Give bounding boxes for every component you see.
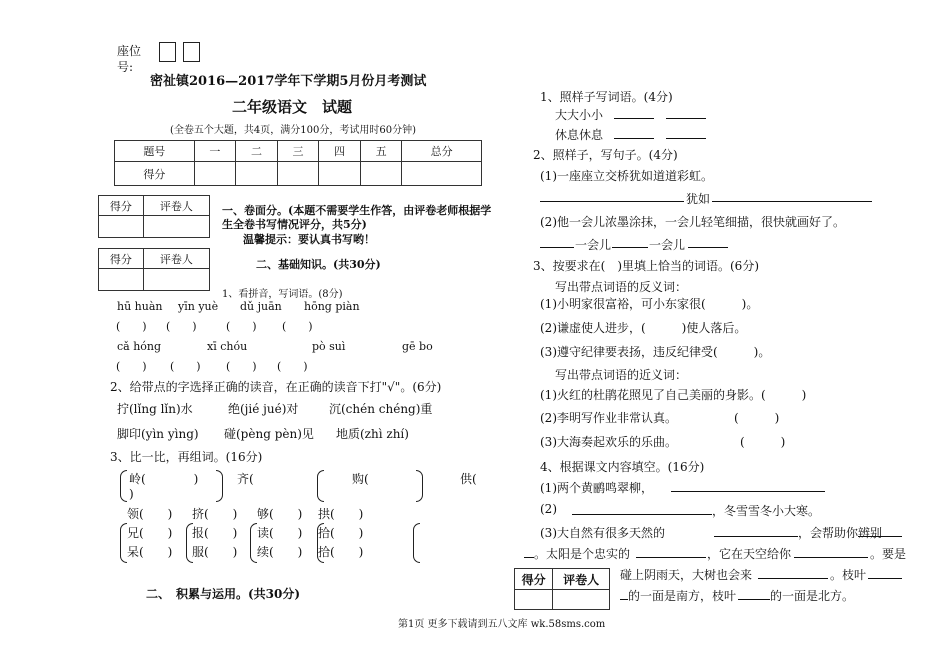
score-cell[interactable] (402, 162, 482, 186)
r-q4-b: (2) (540, 502, 557, 516)
answer-paren[interactable]: ( ) (226, 320, 257, 333)
grader-score-cell[interactable] (515, 590, 553, 610)
r-q3-f: (3)大海奏起欢乐的乐曲。 (540, 435, 677, 449)
seat-box-2[interactable] (183, 42, 200, 62)
section2-title: 二、基础知识。(共30分) (256, 258, 381, 271)
score-header: 题号 (115, 141, 195, 162)
section1-title-2: 生全卷书写情况评分，共5分) (222, 218, 367, 231)
r-q4-c2: ，会帮助你辨别 (798, 526, 883, 540)
r-q3-sub1: 写出带点词语的反义词： (555, 280, 688, 294)
brace (416, 470, 423, 502)
grader-name-cell[interactable] (143, 269, 209, 291)
r-q1: 1、照样子写词语。(4分) (540, 90, 673, 104)
answer-line[interactable] (572, 504, 712, 515)
compare-word: 购( (352, 472, 369, 486)
answer-line[interactable] (614, 128, 654, 139)
r-q1-ex2: 休息休息 (555, 128, 604, 142)
answer-line[interactable] (540, 237, 574, 248)
answer-line[interactable] (712, 190, 872, 202)
grader-name-cell[interactable] (553, 590, 610, 610)
compare-word: 报( ) (192, 526, 238, 540)
section-accumulation-title: 二、 积累与运用。(共30分) (146, 587, 301, 601)
compare-word: 兄( ) (127, 526, 173, 540)
answer-paren[interactable]: ( ) (734, 411, 780, 425)
answer-line[interactable] (714, 526, 798, 537)
compare-word: 呆( ) (127, 545, 173, 559)
answer-paren[interactable]: ( ) (277, 360, 308, 373)
answer-line[interactable] (671, 481, 825, 492)
r-q4-b2: ，冬雪雪冬小大寒。 (712, 504, 821, 518)
r-q3-e: (2)李明写作业非常认真。 (540, 411, 677, 425)
r-q3: 3、按要求在( )里填上恰当的词语。(6分) (533, 259, 759, 273)
compare-word: 齐( (237, 472, 254, 486)
r-q3-d: (1)火红的杜鹃花照见了自己美丽的身影。( ) (540, 388, 807, 402)
exam-subtitle: 二年级语文 试题 (232, 98, 353, 116)
answer-line[interactable] (794, 547, 868, 558)
answer-paren[interactable]: ( ) (116, 360, 147, 373)
answer-line[interactable] (614, 108, 654, 119)
r-q2: 2、照样子，写句子。(4分) (533, 148, 678, 162)
r-q4-d3: 。要是 (870, 547, 907, 561)
answer-paren[interactable]: ( ) (282, 320, 313, 333)
r-q3-sub2: 写出带点词语的近义词： (555, 368, 688, 382)
answer-line[interactable] (540, 190, 684, 202)
reading-item: 碰(pèng pèn)见 (224, 427, 314, 441)
r-q3-a: (1)小明家很富裕，可小东家很( )。 (540, 297, 759, 311)
pinyin: xī chóu (207, 340, 248, 353)
score-cell[interactable] (277, 162, 319, 186)
compare-word: 供( (460, 472, 477, 486)
compare-word: 拾( ) (318, 526, 364, 540)
score-cell[interactable] (194, 162, 236, 186)
score-header: 三 (277, 141, 319, 162)
exam-title: 密祉镇2016—2017学年下学期5月份月考测试 (150, 74, 427, 89)
r-q2-like: 犹如 (686, 192, 711, 206)
r-q4-d1: 。太阳是个忠实的 (534, 547, 631, 561)
score-header: 一 (194, 141, 236, 162)
grader-box-1 (98, 195, 210, 238)
score-header: 五 (360, 141, 402, 162)
grader-name-label: 评卷人 (553, 569, 610, 590)
score-header: 四 (319, 141, 361, 162)
r-q2-s2: (2)他一会儿浓墨涂抹，一会儿轻笔细描，很快就画好了。 (540, 215, 846, 229)
grader-score-cell[interactable] (99, 216, 144, 238)
answer-line[interactable] (612, 237, 648, 248)
compare-word: 够( ) (257, 507, 303, 521)
compare-word: 岭( ) (129, 472, 199, 486)
reading-item: 绝(jié jué)对 (228, 402, 299, 416)
score-header: 二 (236, 141, 278, 162)
seat-label: 座位 (117, 44, 142, 58)
r-q4-e1: 碰上阴雨天，大树也会来 (620, 568, 753, 582)
grader-name-label: 评卷人 (143, 249, 209, 269)
brace (216, 470, 223, 502)
r-q2-yihuier: 一会儿 (649, 238, 686, 252)
compare-paren: ) (129, 487, 134, 501)
s2-q2: 2、给带点的字选择正确的读音，在正确的读音下打"√"。(6分) (110, 380, 442, 394)
reading-item: 沉(chén chéng)重 (329, 402, 433, 416)
score-cell[interactable] (319, 162, 361, 186)
seat-box-1[interactable] (159, 42, 176, 62)
compare-word: 服( ) (192, 545, 238, 559)
compare-word: 续( ) (257, 545, 303, 559)
compare-word: 挤( ) (192, 507, 238, 521)
pinyin: yīn yuè (178, 300, 219, 313)
r-q4-c: (3)大自然有很多天然的 (540, 526, 665, 540)
brace (120, 523, 127, 563)
reading-item: 拧(lǐng lǐn)水 (117, 402, 193, 416)
pinyin: dǔ juān (240, 300, 282, 313)
answer-paren[interactable]: ( ) (116, 320, 147, 333)
section1-tip: 温馨提示：要认真书写哟！ (243, 233, 375, 246)
answer-line[interactable] (524, 547, 534, 558)
r-q4-f1: 的一面是南方，枝叶 (628, 589, 737, 603)
answer-line[interactable] (620, 589, 628, 600)
answer-paren[interactable]: ( ) (170, 360, 201, 373)
r-q4-e2: 。枝叶 (830, 568, 867, 582)
grader-score-label: 得分 (515, 569, 553, 590)
grader-score-label: 得分 (99, 249, 144, 269)
r-q4: 4、根据课文内容填空。(16分) (540, 460, 705, 474)
r-q3-b: (2)谦虚使人进步，( )使人落后。 (540, 321, 747, 335)
answer-line[interactable] (758, 568, 828, 579)
answer-line[interactable] (858, 526, 902, 537)
grader-name-cell[interactable] (143, 216, 209, 238)
answer-line[interactable] (688, 237, 728, 248)
compare-word: 拱( ) (318, 507, 364, 521)
compare-word: 读( ) (257, 526, 303, 540)
grader-score-cell[interactable] (99, 269, 144, 291)
score-table (114, 140, 482, 186)
answer-line[interactable] (636, 547, 706, 558)
answer-paren[interactable]: ( ) (166, 320, 197, 333)
answer-line[interactable] (868, 568, 902, 579)
section1-title: 一、卷面分。(本题不需要学生作答，由评卷老师根据学 (222, 204, 492, 217)
r-q4-f2: 的一面是北方。 (770, 589, 855, 603)
r-q4-a: (1)两个黄鹂鸣翠柳， (540, 481, 653, 495)
page-footer: 第1页 更多下载请到五八文库 wk.58sms.com (398, 619, 606, 630)
answer-paren[interactable]: ( ) (740, 435, 786, 449)
brace (317, 470, 324, 502)
answer-paren[interactable]: ( ) (226, 360, 257, 373)
grader-score-label: 得分 (99, 196, 144, 216)
compare-word: 领( ) (127, 507, 173, 521)
grader-name-label: 评卷人 (143, 196, 209, 216)
r-q3-c: (3)遵守纪律要表扬，违反纪律受( )。 (540, 345, 771, 359)
pinyin: hōng piàn (304, 300, 360, 313)
answer-line[interactable] (666, 128, 706, 139)
score-header: 总分 (402, 141, 482, 162)
pinyin: gē bo (402, 340, 433, 353)
compare-word: 拾( ) (318, 545, 364, 559)
reading-item: 地质(zhì zhí) (336, 427, 409, 441)
s2-q1: 1、看拼音，写词语。(8分) (222, 289, 343, 300)
reading-item: 脚印(yìn yìng) (117, 427, 199, 441)
answer-line[interactable] (738, 589, 770, 600)
r-q2-yihuier: 一会儿 (575, 238, 612, 252)
score-row-label: 得分 (115, 162, 195, 186)
pinyin: hū huàn (117, 300, 163, 313)
score-cell[interactable] (236, 162, 278, 186)
brace (250, 523, 257, 563)
pinyin: pò suì (312, 340, 346, 353)
pinyin: cǎ hóng (117, 340, 162, 353)
r-q1-ex1: 大大小小 (555, 108, 604, 122)
score-cell[interactable] (360, 162, 402, 186)
r-q2-s1: (1)一座座立交桥犹如道道彩虹。 (540, 169, 713, 183)
s2-q3: 3、比一比，再组词。(16分) (110, 450, 263, 464)
exam-note: (全卷五个大题，共4页，满分100分，考试用时60分钟) (170, 125, 416, 136)
brace (120, 470, 127, 502)
answer-line[interactable] (666, 108, 706, 119)
seat-label-2: 号: (117, 60, 134, 74)
r-q4-d2: ，它在天空给你 (707, 547, 792, 561)
grader-box-2 (98, 248, 210, 291)
grader-box-3 (514, 568, 610, 610)
brace (413, 523, 420, 563)
